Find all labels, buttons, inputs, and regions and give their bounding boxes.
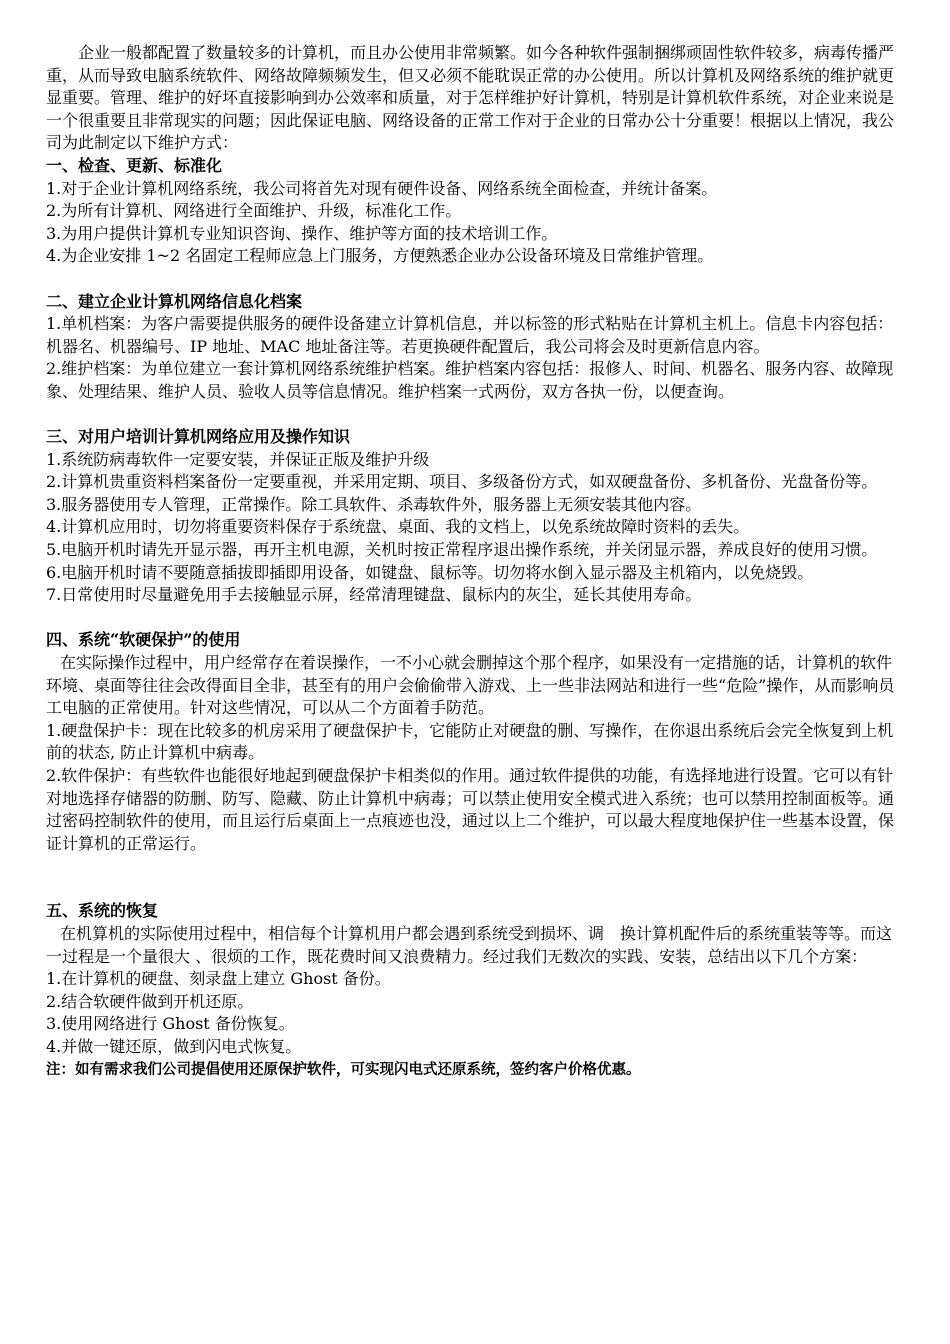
spacer (46, 404, 906, 427)
section-1-heading: 一、检查、更新、标准化 (46, 155, 223, 175)
section-3-item-1: 1.系统防病毒软件一定要安装，并保证正版及维护升级 (46, 449, 430, 469)
section-1-item-4: 4.为企业安排 1~2 名固定工程师应急上门服务，方便熟悉企业办公设备环境及日常维护管理。 (46, 246, 714, 266)
section-5-item-4: 4.并做一键还原，做到闪电式恢复。 (46, 1036, 302, 1056)
section-1-item-3: 3.为用户提供计算机专业知识咨询、操作、维护等方面的技术培训工作。 (46, 223, 558, 243)
section-4-lead: 在实际操作过程中，用户经常存在着误操作，一不小心就会删掉这个那个程序，如果没有一定措施的话，计算机的软件环境、桌面等往往会改得面目全非，甚至有的用户会偷偷带入游戏、上一些非法网站和进行一些“危险”操作，从而影响员工电脑的正常使用。针对这些情况，可以从二个方面着手防范。 (46, 653, 895, 718)
section-4-heading: 四、系统“软硬保护”的使用 (46, 630, 241, 650)
section-3-item-5: 5.电脑开机时请先开显示器，再开主机电源，关机时按正常程序退出操作系统，并关闭显示器，养成良好的使用习惯。 (46, 540, 878, 560)
section-2-heading: 二、建立企业计算机网络信息化档案 (46, 291, 303, 311)
intro-paragraph: 企业一般都配置了数量较多的计算机，而且办公使用非常频繁。如今各种软件强制捆绑顽固性软件较多，病毒传播严重，从而导致电脑系统软件、网络故障频频发生，但又必须不能耽误正常的办公使用。所以计算机及网络系统的维护就更显重要。管理、维护的好坏直接影响到办公效率和质量，对于怎样维护好计算机，特别是计算机软件系统，对企业来说是一个很重要且非常现实的问题；因此保证电脑、网络设备的正常工作对于企业的日常办公十分重要！根据以上情况，我公司为此制定以下维护方式： (46, 43, 895, 153)
section-2-item-1: 1.单机档案：为客户需要提供服务的硬件设备建立计算机信息，并以标签的形式粘贴在计算机主机上。信息卡内容包括：机器名、机器编号、IP 地址、MAC 地址备注等。若更换硬件配置后，我公司将会及时更新信息内容。 (46, 314, 894, 356)
section-4-item-2: 2.软件保护：有些软件也能很好地起到硬盘保护卡相类似的作用。通过软件提供的功能，有选择地进行设置。它可以有针对地选择存储器的防删、防写、隐藏、防止计算机中病毒；可以禁止使用安全模式进入系统；也可以禁用控制面板等。通过密码控制软件的使用，而且运行后桌面上一点痕迹也没，通过以上二个维护，可以最大程度地保护住一些基本设置，保证计算机的正常运行。 (46, 766, 895, 853)
section-3-item-4: 4.计算机应用时，切勿将重要资料保存于系统盘、桌面、我的文档上，以免系统故障时资料的丢失。 (46, 517, 750, 537)
section-5-heading: 五、系统的恢复 (46, 901, 159, 921)
section-1-item-2: 2.为所有计算机、网络进行全面维护、升级，标准化工作。 (46, 201, 462, 221)
footer-note: 注：如有需求我们公司提倡使用还原保护软件，可实现闪电式还原系统，签约客户价格优惠。 (46, 1060, 641, 1078)
section-2-item-2: 2.维护档案：为单位建立一套计算机网络系统维护档案。维护档案内容包括：报修人、时间、机器名、服务内容、故障现象、处理结果、维护人员、验收人员等信息情况。维护档案一式两份，双方各执一份，以便查询。 (46, 359, 894, 401)
section-3-item-3: 3.服务器使用专人管理，正常操作。除工具软件、杀毒软件外，服务器上无须安装其他内容。 (46, 494, 702, 514)
spacer (46, 268, 906, 291)
section-5-item-3: 3.使用网络进行 Ghost 备份恢复。 (46, 1014, 295, 1034)
section-4-item-1: 1.硬盘保护卡：现在比较多的机房采用了硬盘保护卡，它能防止对硬盘的删、写操作，在你退出系统后会完全恢复到上机前的状态, 防止计算机中病毒。 (46, 720, 894, 763)
section-3-item-7: 7.日常使用时尽量避免用手去接触显示屏，经常清理键盘、鼠标内的灰尘，延长其使用寿命。 (46, 585, 702, 605)
spacer (46, 855, 906, 900)
section-3-heading: 三、对用户培训计算机网络应用及操作知识 (46, 427, 351, 447)
section-3-item-6: 6.电脑开机时请不要随意插拔即插即用设备，如键盘、鼠标等。切勿将水倒入显示器及主机箱内，以免烧毁。 (46, 562, 814, 582)
section-3-item-2: 2.计算机贵重资料档案备份一定要重视，并采用定期、项目、多级备份方式，如双硬盘备份、多机备份、光盘备份等。 (46, 472, 878, 492)
spacer (46, 607, 906, 630)
section-5-item-2: 2.结合软硬件做到开机还原。 (46, 991, 254, 1011)
section-5-lead: 在机算机的实际使用过程中，相信每个计算机用户都会遇到系统受到损坏、调 换计算机配件后的系统重装等等。而这一过程是一个量很大 、很烦的工作，既花费时间又浪费精力。经过我们无数次的实践、安装，总结出以下几个方案： (46, 923, 893, 966)
section-1-item-1: 1.对于企业计算机网络系统，我公司将首先对现有硬件设备、网络系统全面检查，并统计备案。 (46, 178, 718, 198)
section-5-item-1: 1.在计算机的硬盘、刻录盘上建立 Ghost 备份。 (46, 969, 391, 989)
